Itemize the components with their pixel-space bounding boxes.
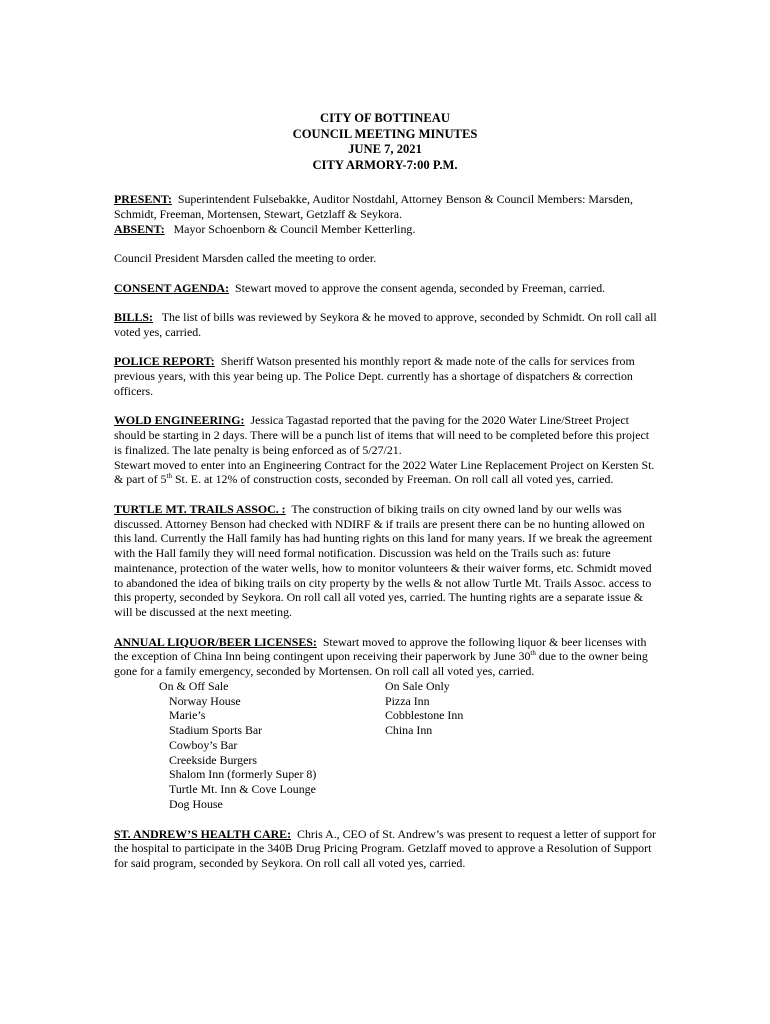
liquor-licenses-paragraph xyxy=(114,635,659,679)
st-andrews-label: ST. ANDREW’S HEALTH CARE: xyxy=(114,826,292,841)
police-report-paragraph xyxy=(114,354,659,398)
minutes-title: COUNCIL MEETING MINUTES xyxy=(292,126,478,141)
document-body xyxy=(114,192,659,886)
on-off-sale-list xyxy=(159,679,316,812)
wold-text-2b: St. E. at 12% of construction costs, seconded by Freeman. On roll call all voted yes, carried. xyxy=(171,472,614,487)
call-to-order-paragraph: Council President Marsden called the meeting to order. xyxy=(114,251,377,265)
list-item: Creekside Burgers xyxy=(169,752,257,767)
meeting-date: JUNE 7, 2021 xyxy=(348,142,422,156)
present-label: PRESENT: xyxy=(114,192,172,206)
bills-paragraph xyxy=(114,310,659,340)
list-item: Shalom Inn (formerly Super 8) xyxy=(169,767,317,782)
liquor-text-a: Stewart moved to approve the following liquor & beer licenses with the exception of China Inn being contingent upon receiving their paperwork by June 30 xyxy=(114,634,647,664)
list-item: Marie’s xyxy=(169,708,206,723)
list-item: Cowboy’s Bar xyxy=(169,737,238,752)
turtle-mt-paragraph xyxy=(114,502,659,620)
absent-text: Mayor Schoenborn & Council Member Ketterling. xyxy=(173,221,416,236)
list-item: Stadium Sports Bar xyxy=(169,723,263,737)
wold-text-2a: Stewart moved to enter into an Engineering Contract for the 2022 Water Line Replacement Project on Kersten St. & part of 5 xyxy=(114,457,655,487)
absent-label: ABSENT: xyxy=(114,221,165,236)
license-lists xyxy=(114,679,659,812)
wold-label: WOLD ENGINEERING: xyxy=(114,413,245,428)
liquor-label: ANNUAL LIQUOR/BEER LICENSES: xyxy=(114,634,317,649)
list-item: China Inn xyxy=(385,723,433,737)
wold-text-1: Jessica Tagastad reported that the paving for the 2020 Water Line/Street Project should be starting in 2 days. There will be a punch list of items that will need to be completed before this project is finalized. The late penalty is being enforced as of 5/27/21. xyxy=(114,413,650,457)
list-item: Norway House xyxy=(169,693,241,708)
liquor-superscript: th xyxy=(530,649,536,658)
attendance-paragraph xyxy=(114,192,659,236)
st-andrews-paragraph xyxy=(114,827,659,871)
city-title: CITY OF BOTTINEAU xyxy=(320,111,450,125)
document-header xyxy=(0,111,770,173)
list-item: Pizza Inn xyxy=(385,693,430,708)
list-item: Dog House xyxy=(169,796,223,811)
liquor-text-b: due to the owner being gone for a family emergency, seconded by Mortensen. On roll call all voted yes, carried. xyxy=(114,649,648,678)
wold-superscript: th xyxy=(166,472,172,481)
consent-label: CONSENT AGENDA: xyxy=(114,280,230,295)
bills-text: The list of bills was reviewed by Seykora & he moved to approve, seconded by Schmidt. On roll call all voted yes, carried. xyxy=(114,310,657,339)
list-heading: On Sale Only xyxy=(385,678,450,693)
police-label: POLICE REPORT: xyxy=(114,354,215,369)
meeting-location: CITY ARMORY-7:00 P.M. xyxy=(312,157,458,172)
wold-engineering-paragraph xyxy=(114,413,659,487)
list-item: Cobblestone Inn xyxy=(385,708,464,723)
consent-agenda-paragraph xyxy=(114,281,659,296)
police-text: Sheriff Watson presented his monthly report & made note of the calls for services from previous years, with this year being up. The Police Dept. currently has a shortage of dispatchers & correction officers. xyxy=(114,354,635,398)
consent-text: Stewart moved to approve the consent agenda, seconded by Freeman, carried. xyxy=(235,280,606,295)
list-item: Turtle Mt. Inn & Cove Lounge xyxy=(169,782,316,796)
turtle-label: TURTLE MT. TRAILS ASSOC. : xyxy=(114,501,286,516)
st-andrews-text: Chris A., CEO of St. Andrew’s was present to request a letter of support for the hospital to participate in the 340B Drug Pricing Program. Getzlaff moved to approve a Resolution of Support for said program, seconded by Seykora. On roll call all voted yes, carried. xyxy=(114,826,657,870)
present-text: Superintendent Fulsebakke, Auditor Nostdahl, Attorney Benson & Council Members: Marsden, Schmidt, Freeman, Mortensen, Stewart, Getzlaff & Seykora. xyxy=(114,192,633,221)
turtle-text: The construction of biking trails on city owned land by our wells was discussed. Attorney Benson had checked with NDIRF & if trails are present there can be no hunting allowed on this land. Currently the Hall family has had hunting rights on this land for many years. If we break the agreement with the Hall family they will need formal notification. Discussion was held on the Trails such as: future maintenance, protection of the water wells, how to monitor volunteers & their waiver forms, etc. Schmidt moved to abandoned the idea of biking trails on city property by the wells & not allow Turtle Mt. Trails Assoc. access to this property, seconded by Seykora. On roll call all voted yes, carried. The hunting rights are a separate issue & will be discussed at the next meeting. xyxy=(114,501,653,619)
on-sale-only-list xyxy=(385,679,463,738)
list-heading: On & Off Sale xyxy=(159,678,229,693)
bills-label: BILLS: xyxy=(114,310,153,324)
